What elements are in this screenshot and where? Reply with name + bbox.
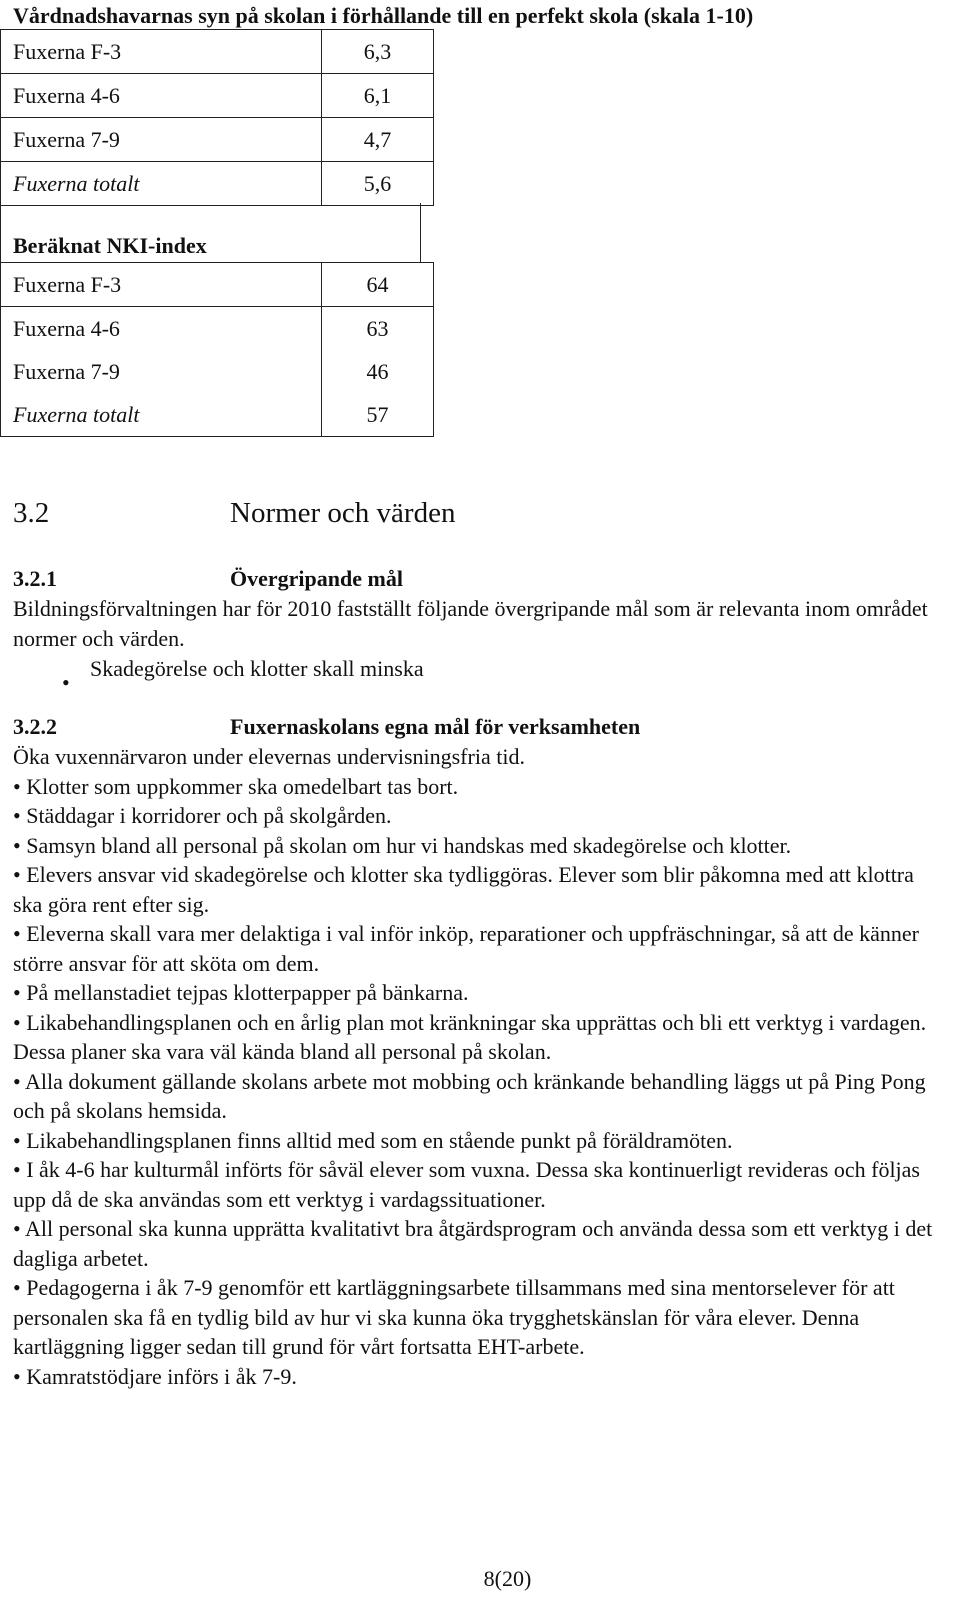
- section-title: Fuxernaskolans egna mål för verksamheten: [230, 714, 641, 739]
- section-title: Normer och värden: [230, 497, 456, 529]
- row-label: Fuxerna 4-6: [1, 307, 322, 351]
- section-heading-3-2-1: [13, 566, 403, 592]
- section-number: 3.2.1: [13, 566, 57, 591]
- section-number: 3.2.2: [13, 714, 57, 739]
- list-item: • All personal ska kunna upprätta kvalitativt bra åtgärdsprogram och använda dessa som ett verktyg i det dagliga arbetet.: [13, 1216, 933, 1271]
- section-number: 3.2: [13, 497, 50, 529]
- list-item: • Elevers ansvar vid skadegörelse och klotter ska tydliggöras. Elever som blir påkomna med att klottra ska göra rent efter sig.: [13, 862, 914, 917]
- table-row: [1, 118, 434, 162]
- row-value: 6,1: [321, 74, 433, 118]
- row-value: 63: [321, 307, 433, 351]
- table-row: [1, 393, 434, 437]
- bullet-dot-icon: •: [62, 670, 70, 695]
- section-intro: Bildningsförvaltningen har för 2010 fastställt följande övergripande mål som är relevanta inom området normer och värden.: [13, 596, 928, 651]
- list-item: • Kamratstödjare införs i åk 7-9.: [13, 1363, 297, 1389]
- row-label: Fuxerna 7-9: [1, 350, 322, 393]
- row-label: Fuxerna F-3: [1, 263, 322, 307]
- page-number: 8(20): [483, 1566, 532, 1591]
- table2-caption: Beräknat NKI-index: [13, 233, 207, 258]
- list-item: • Alla dokument gällande skolans arbete mot mobbing och kränkande behandling läggs ut på Ping Pong och på skolans hemsida.: [13, 1068, 926, 1123]
- goals-list: [13, 742, 948, 1391]
- list-item: • Städdagar i korridorer och på skolgården.: [13, 803, 392, 828]
- list-item: • Likabehandlingsplanen och en årlig plan mot kränkningar ska upprättas och bli ett verktyg i vardagen. Dessa planer ska vara väl kända bland all personal på skolan.: [13, 1009, 927, 1064]
- table-row: [1, 162, 434, 206]
- row-value: 5,6: [321, 162, 433, 206]
- row-label: Fuxerna totalt: [1, 393, 322, 437]
- row-label: Fuxerna F-3: [1, 30, 322, 74]
- section-heading-3-2-2: [13, 714, 640, 740]
- list-item: • I åk 4-6 har kulturmål införts för såväl elever som vuxna. Dessa ska kontinuerligt revideras och följas upp då de ska användas som ett verktyg i vardagssituationer.: [13, 1157, 920, 1212]
- list-item: • Likabehandlingsplanen finns alltid med som en stående punkt på föräldramöten.: [13, 1127, 733, 1153]
- section-heading-3-2: [13, 497, 455, 530]
- table-row: [1, 30, 434, 74]
- table-row: [1, 263, 434, 307]
- bullet-text: Skadegörelse och klotter skall minska: [90, 656, 424, 681]
- parent-view-table: [0, 29, 434, 206]
- list-item: • Klotter som uppkommer ska omedelbart tas bort.: [13, 773, 459, 799]
- row-value: 57: [321, 393, 433, 437]
- list-item: Öka vuxennärvaron under elevernas undervisningsfria tid.: [13, 744, 525, 769]
- row-label: Fuxerna totalt: [1, 162, 322, 206]
- list-item: • Eleverna skall vara mer delaktiga i val inför inköp, reparationer och uppfräschningar, så att de känner större ansvar för att sköta om dem.: [13, 921, 920, 976]
- row-value: 4,7: [321, 118, 433, 162]
- nki-index-table: [0, 262, 434, 437]
- list-item: • Pedagogerna i åk 7-9 genomför ett kartläggningsarbete tillsammans med sina mentorselever för att personalen ska få en tydlig bild av hur vi ska kunna öka trygghetskänslan för våra elever. Denna kartläggning ligger sedan till grund för vårt fortsatta EHT-arbete.: [13, 1275, 895, 1359]
- table-row: [1, 350, 434, 393]
- row-value: 46: [321, 350, 433, 393]
- section-title: Övergripande mål: [230, 566, 403, 591]
- row-value: 64: [321, 263, 433, 307]
- row-label: Fuxerna 4-6: [1, 74, 322, 118]
- table1-caption: Vårdnadshavarnas syn på skolan i förhållande till en perfekt skola (skala 1-10): [13, 3, 754, 28]
- table-row: [1, 74, 434, 118]
- row-label: Fuxerna 7-9: [1, 118, 322, 162]
- list-item: • På mellanstadiet tejpas klotterpapper på bänkarna.: [13, 980, 469, 1005]
- row-value: 6,3: [321, 30, 433, 74]
- table-row: [1, 307, 434, 351]
- list-item: • Samsyn bland all personal på skolan om hur vi handskas med skadegörelse och klotter.: [13, 832, 792, 858]
